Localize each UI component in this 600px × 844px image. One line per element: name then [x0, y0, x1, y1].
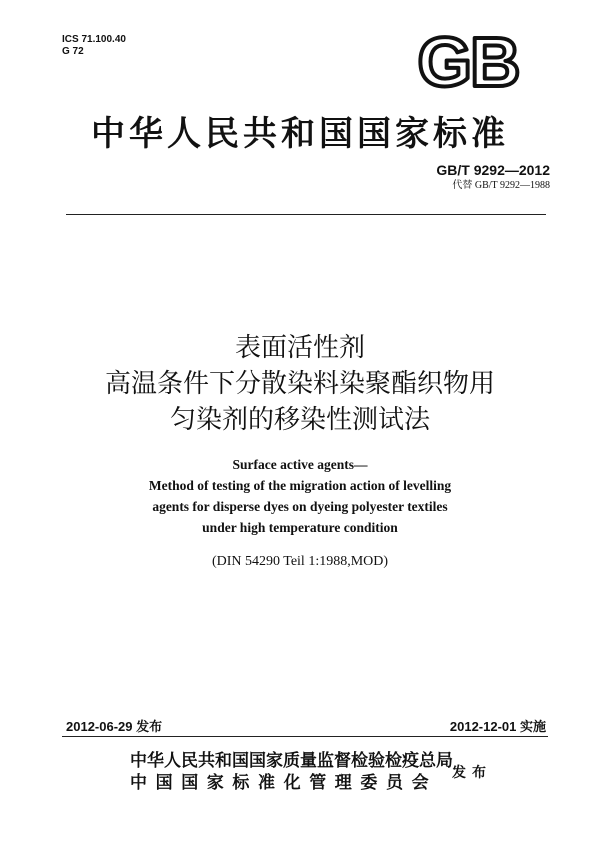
ccs-code: G 72 [62, 46, 84, 57]
gb-logo [402, 30, 534, 92]
gb-logo-text: GB [417, 30, 519, 92]
ics-code: ICS 71.100.40 [62, 34, 126, 45]
publish-label: 发布 [452, 765, 492, 781]
issuer-aqsiq: 中华人民共和国国家质量监督检验检疫总局 [130, 751, 453, 771]
title-cn-line-3: 匀染剂的移染性测试法 [169, 405, 430, 435]
adoption-reference: (DIN 54290 Teil 1:1988,MOD) [211, 554, 389, 569]
title-en-line-2: Method of testing of the migration action of levelling [148, 478, 452, 493]
title-en-line-3: agents for disperse dyes on dyeing polyester textiles [152, 499, 448, 514]
footer-divider [62, 736, 548, 737]
title-en-line-1: Surface active agents— [232, 457, 368, 472]
issuer-sac: 中国国家标准化管理委员会 [130, 773, 438, 793]
classification-codes [62, 34, 126, 58]
title-cn-line-2: 高温条件下分散染料染聚酯织物用 [104, 369, 495, 399]
title-en [40, 454, 560, 538]
header-divider [66, 214, 546, 215]
standard-number: GB/T 9292—2012 [436, 162, 550, 178]
implementation-date: 2012-12-01 实施 [449, 719, 546, 734]
issuing-authorities [130, 750, 453, 794]
title-cn-line-1: 表面活性剂 [234, 333, 365, 363]
title-en-line-4: under high temperature condition [202, 520, 398, 535]
standard-type-heading: 中华人民共和国国家标准 [91, 114, 509, 154]
issue-date: 2012-06-29 发布 [66, 719, 163, 734]
replaces-standard: 代替 GB/T 9292—1988 [452, 180, 550, 191]
